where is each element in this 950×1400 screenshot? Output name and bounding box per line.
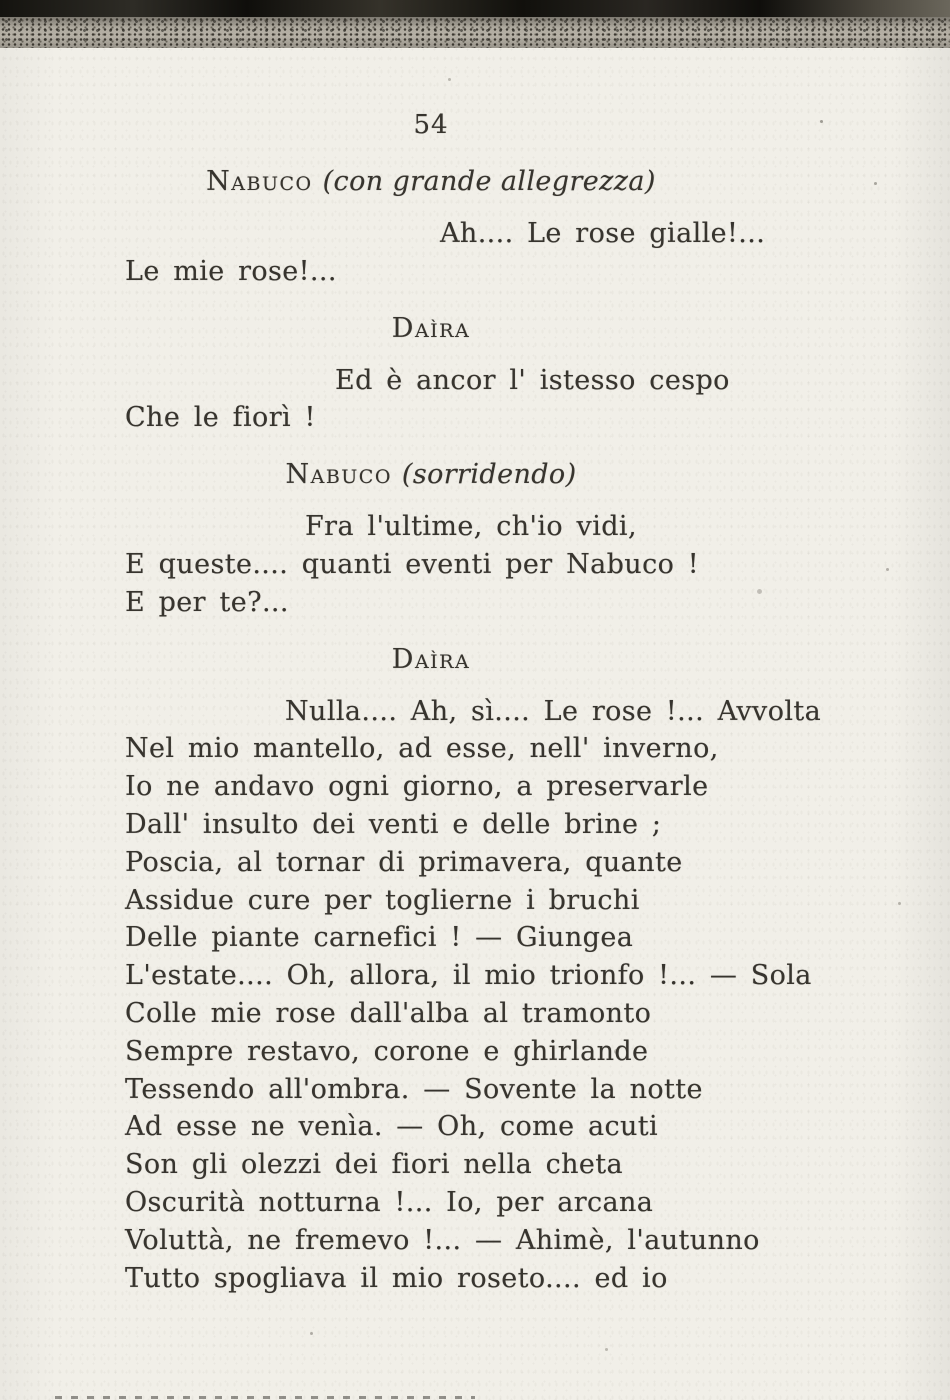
speaker-name: Nabuco (285, 459, 392, 491)
verse-line: Che le fiorì ! (125, 402, 316, 434)
stage-direction: (sorridendo) (401, 459, 577, 491)
verse-line: Poscia, al tornar di primavera, quante (125, 846, 683, 878)
page-body (0, 48, 950, 1400)
speaker-name: Nabuco (206, 166, 313, 197)
verse-line: Nulla.... Ah, sì.... Le rose !... Avvolta (285, 695, 822, 727)
speaker-heading (125, 310, 737, 348)
speaker-heading (125, 456, 737, 494)
verse-line: Sempre restavo, corone e ghirlande (125, 1035, 649, 1067)
speaker-heading (125, 641, 737, 679)
scan-edge-dark-band (0, 0, 950, 17)
stage-direction: (con grande allegrezza) (322, 166, 656, 197)
page-number: 54 (413, 110, 449, 140)
verse-line: Tutto spogliava il mio roseto.... ed io (125, 1262, 668, 1294)
speaker-heading (125, 163, 737, 201)
verse-line: Oscurità notturna !... Io, per arcana (125, 1186, 654, 1218)
libretto-content (125, 163, 855, 1297)
speaker-name: Daìra (391, 312, 471, 344)
verse-line: Nel mio mantello, ad esse, nell' inverno, (125, 733, 719, 765)
verse-line: Son gli olezzi dei fiori nella cheta (125, 1149, 624, 1181)
verse-line: Tessendo all'ombra. — Sovente la notte (125, 1073, 703, 1105)
verse-line: Ah.... Le rose gialle!... (440, 218, 766, 249)
verse-line: Le mie rose!... (125, 255, 337, 287)
verse-line: Io ne andavo ogni giorno, a preservarle (125, 771, 709, 803)
verse-line: Fra l'ultime, ch'io vidi, (305, 511, 637, 543)
verse-line: Assidue cure per toglierne i bruchi (125, 884, 640, 916)
verse-line: Ed è ancor l' istesso cespo (335, 364, 730, 396)
verse-line: L'estate.... Oh, allora, il mio trionfo !... — Sola (125, 960, 812, 992)
verse-line: Dall' insulto dei venti e delle brine ; (125, 808, 662, 840)
verse-line: E queste.... quanti eventi per Nabuco ! (125, 548, 699, 580)
verse-line: Voluttà, ne fremevo !... — Ahimè, l'autunno (125, 1224, 760, 1256)
verse-line: Delle piante carnefici ! — Giungea (125, 922, 634, 954)
verse-line: Ad esse ne venìa. — Oh, come acuti (125, 1111, 659, 1143)
verse-line: Colle mie rose dall'alba al tramonto (125, 997, 652, 1029)
speaker-name: Daìra (391, 643, 471, 675)
scan-edge-noise-band (0, 17, 950, 48)
verse-line: E per te?... (125, 586, 289, 618)
